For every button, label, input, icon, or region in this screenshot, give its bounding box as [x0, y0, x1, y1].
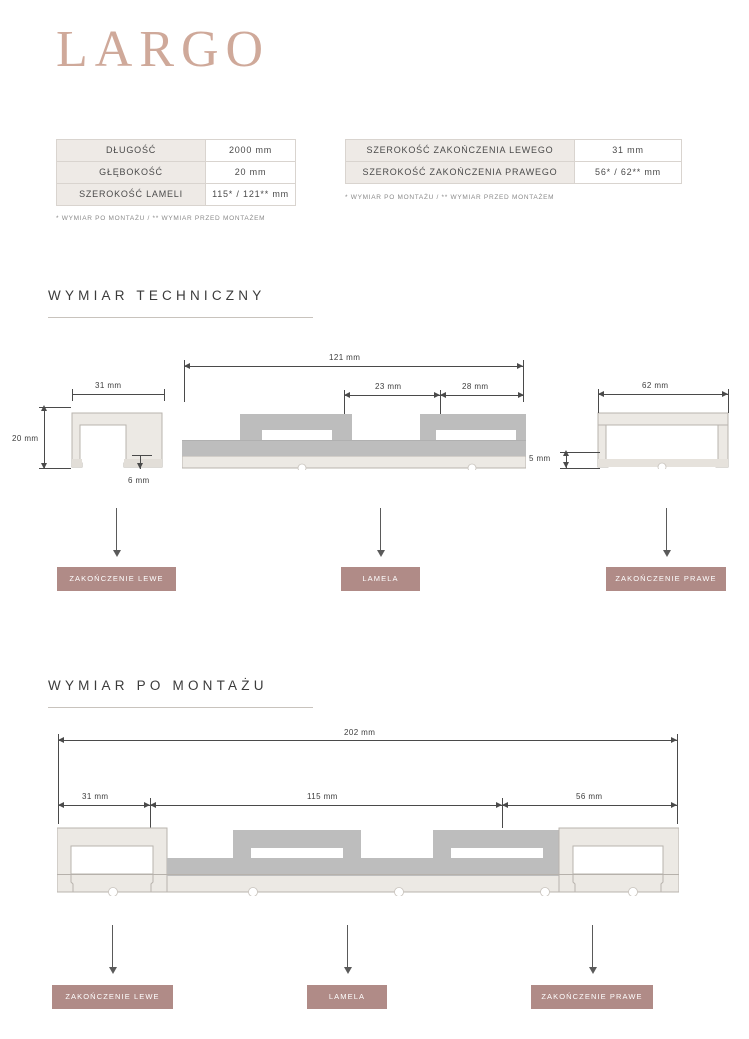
profile-assembled: [57, 820, 679, 896]
dim-line-center-gap: [344, 395, 440, 396]
callout-line-center: [380, 508, 381, 552]
callout-arrow-left-installed: [109, 967, 117, 974]
dim-left-foot: 6 mm: [128, 476, 150, 485]
callout-arrow-center-installed: [344, 967, 352, 974]
dim-arrow-left: [184, 363, 190, 369]
dim-arrow-right: [518, 392, 524, 398]
dim-arrow-up: [41, 405, 47, 411]
spec-table-right: [345, 139, 682, 184]
dim-tick: [39, 468, 71, 469]
profile-left-end: [70, 403, 166, 469]
dim-arrow-up: [563, 450, 569, 456]
spec-label: DŁUGOŚĆ: [57, 140, 206, 162]
dim-left-width: 31 mm: [95, 381, 122, 390]
dim-line-left-installed: [58, 805, 150, 806]
spec-table-left: [56, 139, 296, 206]
spec-value: 56* / 62** mm: [575, 162, 682, 184]
dim-line-center-rib: [440, 395, 524, 396]
tag-left-end-installed: ZAKOŃCZENIE LEWE: [52, 985, 173, 1009]
dim-arrow-left: [58, 802, 64, 808]
spec-value: 31 mm: [575, 140, 682, 162]
dim-line-right-width: [598, 394, 728, 395]
dim-tick: [58, 734, 59, 824]
table-row: [57, 184, 296, 206]
dim-tick: [39, 407, 71, 408]
dim-line-center-total: [184, 366, 524, 367]
tag-right-end-technical: ZAKOŃCZENIE PRAWE: [606, 567, 726, 591]
spec-label: SZEROKOŚĆ ZAKOŃCZENIA PRAWEGO: [346, 162, 575, 184]
section-title-technical: WYMIAR TECHNICZNY: [48, 288, 266, 303]
table-row: [57, 140, 296, 162]
tag-right-end-installed: ZAKOŃCZENIE PRAWE: [531, 985, 653, 1009]
footnote-left: * WYMIAR PO MONTAŻU / ** WYMIAR PRZED MONTAŻEM: [56, 215, 266, 222]
dim-arrow-left: [440, 392, 446, 398]
callout-line-left-installed: [112, 925, 113, 969]
dim-tick: [560, 452, 600, 453]
profile-lamela: [182, 400, 526, 470]
dim-left-installed: 31 mm: [82, 792, 109, 801]
dim-total-installed: 202 mm: [344, 728, 376, 737]
spec-value: 115* / 121** mm: [206, 184, 296, 206]
brand-title: LARGO: [56, 21, 271, 78]
dim-arrow-right: [671, 802, 677, 808]
dim-tick: [132, 455, 152, 456]
callout-line-left: [116, 508, 117, 552]
tag-lamela-installed: LAMELA: [307, 985, 387, 1009]
dim-tick: [72, 389, 73, 401]
table-row: [346, 140, 682, 162]
dim-line-center-installed: [150, 805, 502, 806]
dim-arrow-right: [722, 391, 728, 397]
dim-center-gap: 23 mm: [375, 382, 402, 391]
dim-tick: [728, 389, 729, 413]
dim-line-total-installed: [58, 740, 678, 741]
dim-arrow-right: [517, 363, 523, 369]
dim-center-total: 121 mm: [329, 353, 361, 362]
callout-line-center-installed: [347, 925, 348, 969]
table-row: [57, 162, 296, 184]
tag-lamela-technical: LAMELA: [341, 567, 420, 591]
dim-tick: [677, 734, 678, 824]
dim-arrow-left: [344, 392, 350, 398]
dim-center-installed: 115 mm: [307, 792, 338, 801]
dim-left-height: 20 mm: [12, 434, 39, 443]
dim-tick: [560, 468, 600, 469]
callout-arrow-right: [663, 550, 671, 557]
table-row: [346, 162, 682, 184]
dim-line-left-height: [44, 407, 45, 469]
dim-arrow-left: [58, 737, 64, 743]
spec-value: 20 mm: [206, 162, 296, 184]
dim-right-height: 5 mm: [529, 454, 551, 463]
section-title-installed: WYMIAR PO MONTAŻU: [48, 678, 268, 693]
section-divider: [48, 707, 313, 708]
spec-label: SZEROKOŚĆ LAMELI: [57, 184, 206, 206]
dim-line-right-installed: [502, 805, 677, 806]
dim-arrow-left: [502, 802, 508, 808]
dim-right-width: 62 mm: [642, 381, 669, 390]
dim-arrow-right: [671, 737, 677, 743]
dim-line-left-width: [72, 394, 164, 395]
footnote-right: * WYMIAR PO MONTAŻU / ** WYMIAR PRZED MONTAŻEM: [345, 194, 555, 201]
dim-arrow-left: [598, 391, 604, 397]
tag-left-end-technical: ZAKOŃCZENIE LEWE: [57, 567, 176, 591]
dim-center-rib: 28 mm: [462, 382, 489, 391]
callout-arrow-right-installed: [589, 967, 597, 974]
dim-right-installed: 56 mm: [576, 792, 603, 801]
dim-arrow-down: [137, 463, 143, 469]
dim-tick: [164, 389, 165, 401]
callout-arrow-center: [377, 550, 385, 557]
spec-label: GŁĘBOKOŚĆ: [57, 162, 206, 184]
spec-label: SZEROKOŚĆ ZAKOŃCZENIA LEWEGO: [346, 140, 575, 162]
callout-line-right-installed: [592, 925, 593, 969]
spec-value: 2000 mm: [206, 140, 296, 162]
callout-arrow-left: [113, 550, 121, 557]
profile-right-end: [596, 403, 730, 469]
section-divider: [48, 317, 313, 318]
callout-line-right: [666, 508, 667, 552]
dim-arrow-left: [150, 802, 156, 808]
